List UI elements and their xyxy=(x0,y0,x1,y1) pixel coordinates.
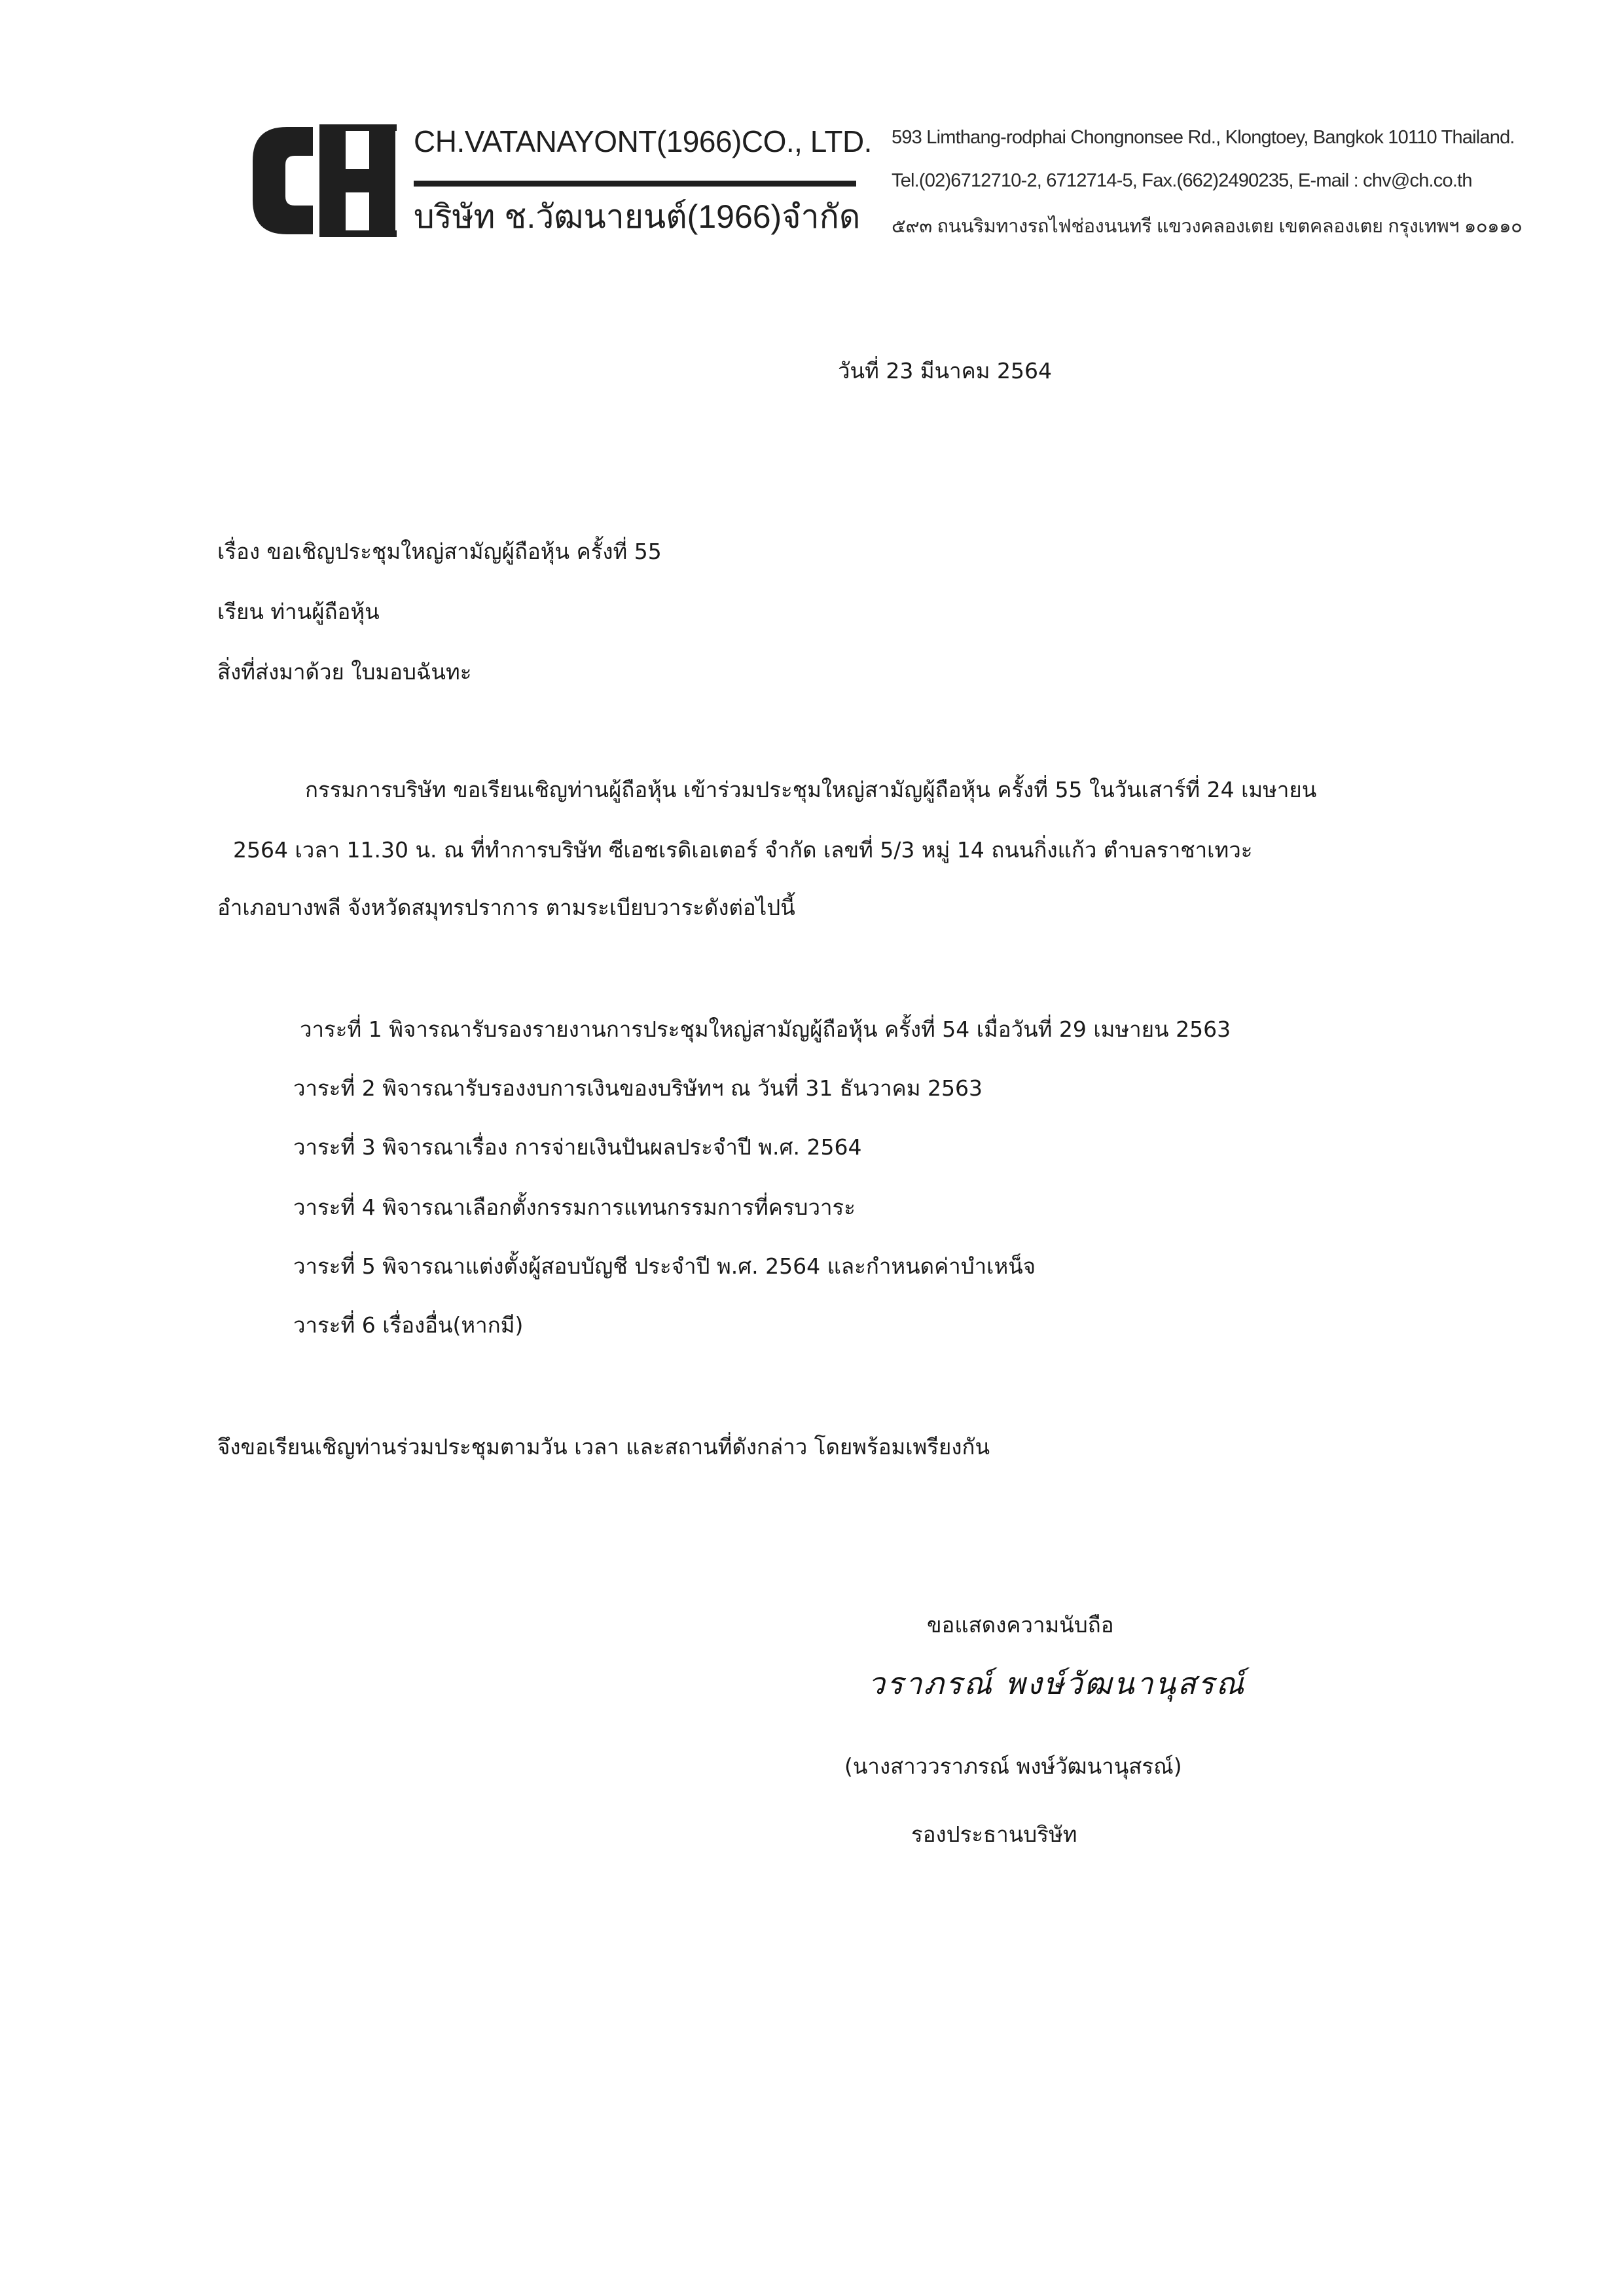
letter-subject: เรื่อง ขอเชิญประชุมใหญ่สามัญผู้ถือหุ้น ครั้งที่ 55 xyxy=(217,539,662,564)
letter-recipient: เรียน ท่านผู้ถือหุ้น xyxy=(217,599,380,624)
body-paragraph-line-1: กรรมการบริษัท ขอเรียนเชิญท่านผู้ถือหุ้น เข้าร่วมประชุมใหญ่สามัญผู้ถือหุ้น ครั้งที่ 55 ในวันเสาร์ที่ 24 เมษายน xyxy=(305,777,1317,802)
company-address-en: 593 Limthang-rodphai Chongnonsee Rd., Klongtoey, Bangkok 10110 Thailand. xyxy=(892,127,1515,148)
agenda-item: วาระที่ 3 พิจารณาเรื่อง การจ่ายเงินปันผลประจำปี พ.ศ. 2564 xyxy=(293,1134,862,1160)
ch-logo-icon xyxy=(247,122,398,240)
company-name-en: CH.VATANAYONT(1966)CO., LTD. xyxy=(414,124,872,158)
agenda-item: วาระที่ 5 พิจารณาแต่งตั้งผู้สอบบัญชี ประจำปี พ.ศ. 2564 และกำหนดค่าบำเหน็จ xyxy=(293,1253,1036,1279)
regards-line: ขอแสดงความนับถือ xyxy=(927,1612,1114,1638)
body-paragraph-line-2: 2564 เวลา 11.30 น. ณ ที่ทำการบริษัท ซีเอชเรดิเอเตอร์ จำกัด เลขที่ 5/3 หมู่ 14 ถนนกิ่งแก้ว ตำบลราชาเทวะ xyxy=(233,837,1253,863)
company-logo xyxy=(247,122,398,240)
signature: วราภรณ์ พงษ์วัฒนานุสรณ์ xyxy=(868,1666,1246,1701)
company-contact-line: Tel.(02)6712710-2, 6712714-5, Fax.(662)2490235, E-mail : chv@ch.co.th xyxy=(892,170,1472,191)
letter-enclosure: สิ่งที่ส่งมาด้วย ใบมอบฉันทะ xyxy=(217,659,472,685)
signer-name: (นางสาววราภรณ์ พงษ์วัฒนานุสรณ์) xyxy=(844,1753,1182,1779)
company-name-th: บริษัท ช.วัฒนายนต์(1966)จำกัด xyxy=(414,198,861,235)
closing-paragraph: จึงขอเรียนเชิญท่านร่วมประชุมตามวัน เวลา และสถานที่ดังกล่าว โดยพร้อมเพรียงกัน xyxy=(217,1434,990,1460)
signer-title: รองประธานบริษัท xyxy=(911,1821,1077,1847)
letterhead-divider xyxy=(414,181,856,187)
body-paragraph-line-3: อำเภอบางพลี จังหวัดสมุทรปราการ ตามระเบียบวาระดังต่อไปนี้ xyxy=(217,895,795,920)
agenda-item: วาระที่ 4 พิจารณาเลือกตั้งกรรมการแทนกรรมการที่ครบวาระ xyxy=(293,1194,856,1220)
letter-date: วันที่ 23 มีนาคม 2564 xyxy=(838,358,1052,384)
agenda-item: วาระที่ 1 พิจารณารับรองรายงานการประชุมใหญ่สามัญผู้ถือหุ้น ครั้งที่ 54 เมื่อวันที่ 29 เมษายน 2563 xyxy=(300,1016,1231,1042)
agenda-item: วาระที่ 2 พิจารณารับรองงบการเงินของบริษัทฯ ณ วันที่ 31 ธันวาคม 2563 xyxy=(293,1075,983,1101)
company-address-th: ๕๙๓ ถนนริมทางรถไฟช่องนนทรี แขวงคลองเตย เขตคลองเตย กรุงเทพฯ ๑๐๑๑๐ xyxy=(892,216,1523,237)
agenda-item: วาระที่ 6 เรื่องอื่น(หากมี) xyxy=(293,1312,524,1338)
